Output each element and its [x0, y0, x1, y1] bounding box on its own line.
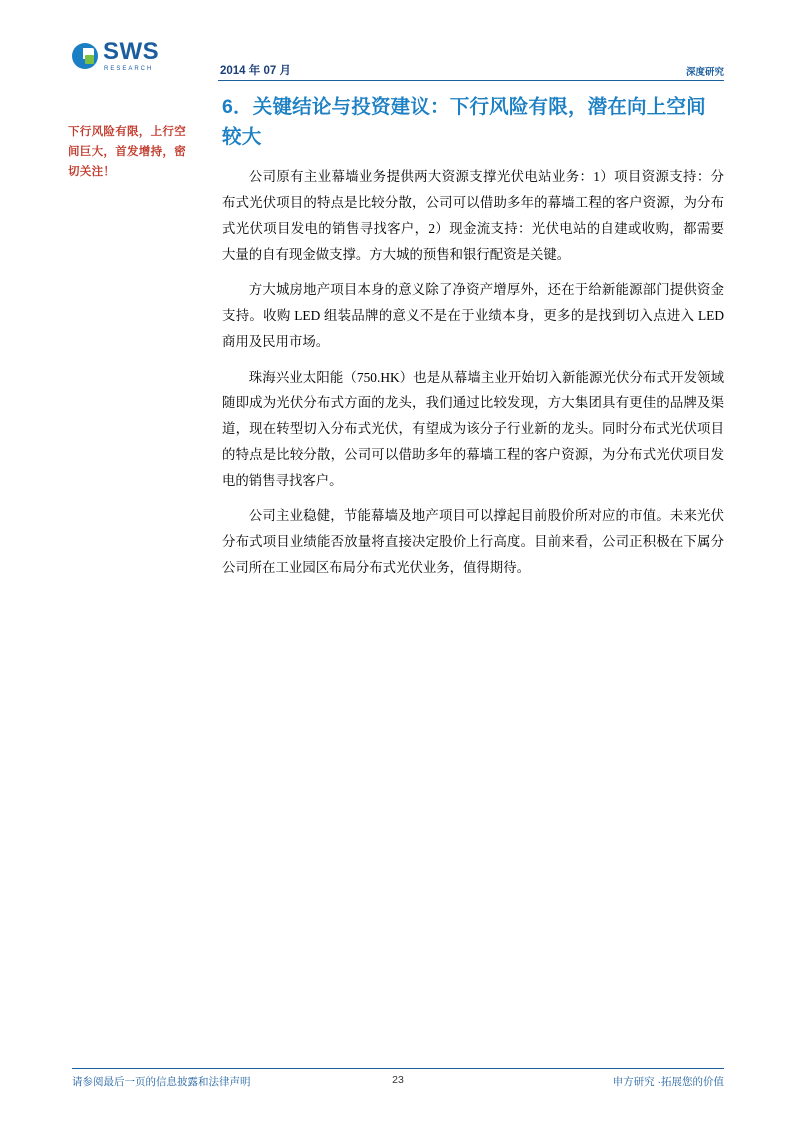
body-paragraph: 公司主业稳健，节能幕墙及地产项目可以撑起目前股价所对应的市值。未来光伏分布式项目业绩能否放量将直接决定股价上行高度。目前来看，公司正积极在下属分公司所在工业园区布局分布式光伏业务，值得期待。 — [222, 508, 724, 575]
page-header — [0, 0, 800, 96]
header-date: 2014 年 07 月 — [220, 65, 291, 77]
logo-main-text: SWS — [103, 38, 160, 65]
footer-divider — [72, 1068, 724, 1069]
margin-note: 下行风险有限，上行空间巨大，首发增持，密切关注！ — [68, 126, 186, 179]
sws-research-logo — [72, 40, 159, 72]
footer-slogan: 申方研究 ·拓展您的价值 — [612, 1076, 724, 1088]
body-paragraph: 珠海兴业太阳能（750.HK）也是从幕墙主业开始切入新能源光伏分布式开发领域随即成为光伏分布式方面的龙头，我们通过比较发现，方大集团具有更佳的品牌及渠道，现在转型切入分布式光伏，有望成为该分子行业新的龙头。同时分布式光伏项目的特点是比较分散，公司可以借助多年的幕墙工程的客户资源，为分布式光伏项目发电的销售寻找客户。 — [222, 369, 724, 488]
logo-wordmark — [103, 40, 159, 72]
body-paragraph: 方大城房地产项目本身的意义除了净资产增厚外，还在于给新能源部门提供资金支持。收购 LED 组装品牌的意义不是在于业绩本身，更多的是找到切入点进入 LED 商用及民用市场。 — [222, 282, 724, 349]
section-title: 6．关键结论与投资建议：下行风险有限，潜在向上空间较大 — [222, 96, 706, 149]
page-footer — [72, 1074, 724, 1094]
footer-disclaimer: 请参阅最后一页的信息披露和法律声明 — [72, 1076, 251, 1088]
logo-mark-icon — [72, 43, 98, 69]
logo-sub-text: RESEARCH — [104, 66, 154, 72]
main-content — [222, 92, 724, 590]
header-report-type: 深度研究 — [685, 67, 724, 78]
body-paragraph: 公司原有主业幕墙业务提供两大资源支撑光伏电站业务：1）项目资源支持：分布式光伏项目的特点是比较分散，公司可以借助多年的幕墙工程的客户资源，为分布式光伏项目发电的销售寻找客户，2）现金流支持：光伏电站的自建或收购，都需要大量的自有现金做支撑。方大城的预售和银行配资是关键。 — [222, 169, 724, 262]
page-number: 23 — [392, 1074, 404, 1086]
header-divider — [218, 80, 724, 81]
